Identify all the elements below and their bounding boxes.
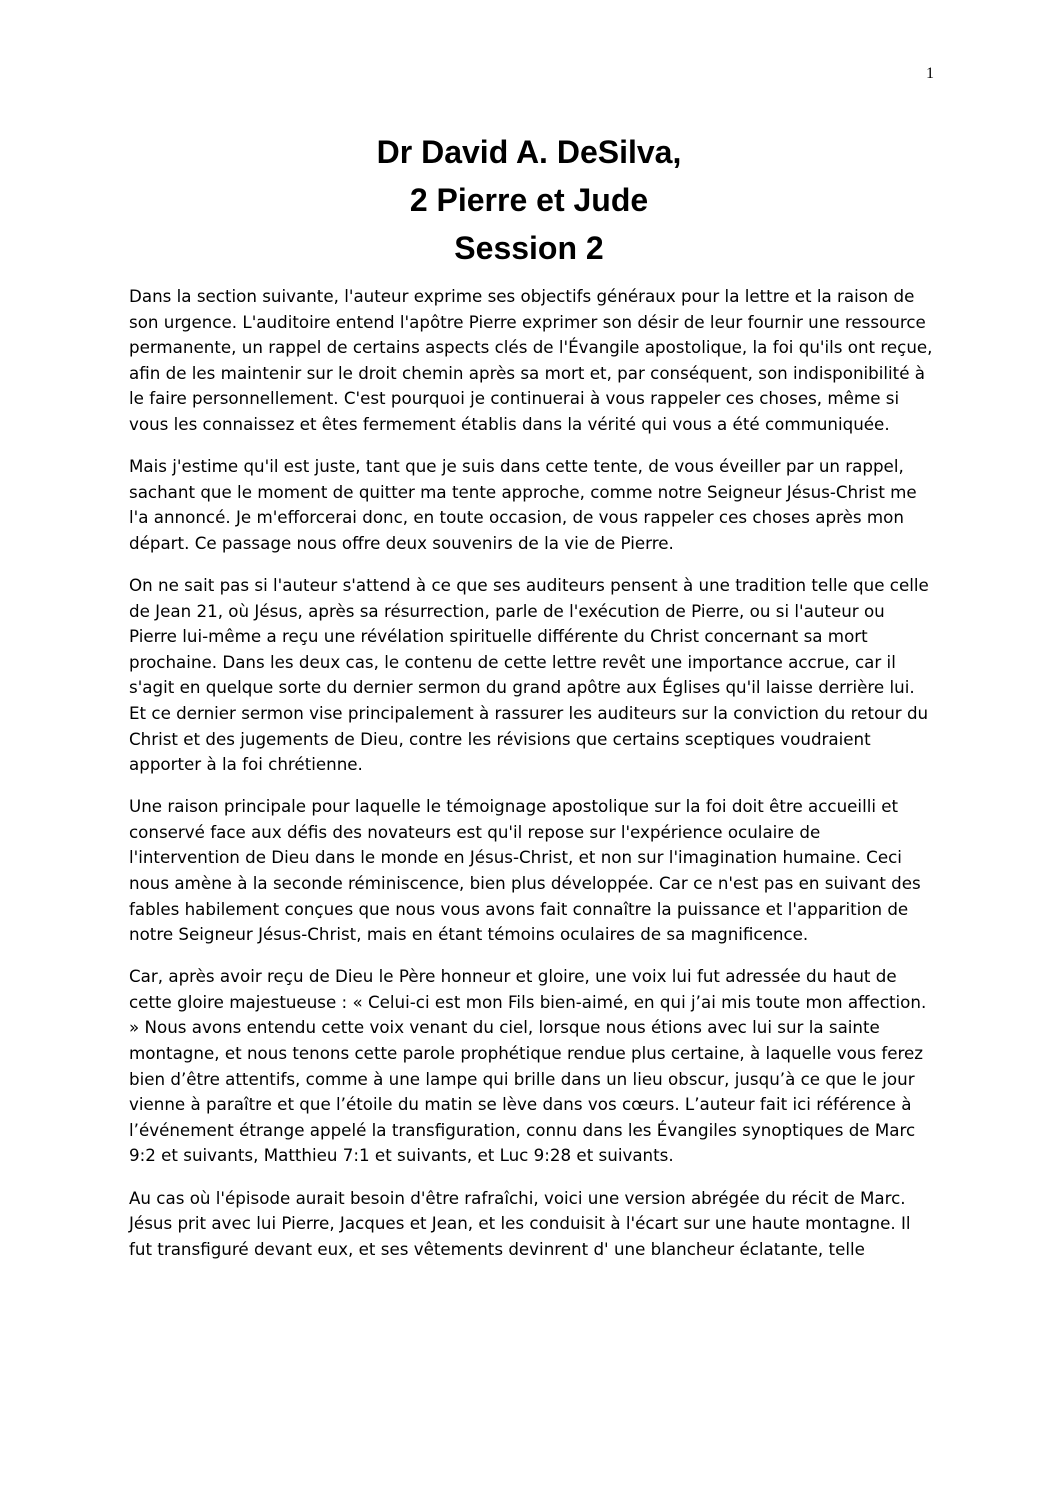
paragraph: On ne sait pas si l'auteur s'attend à ce que ses auditeurs pensent à une tradition telle que celle de Jean 21, où Jésus, après sa résurrection, parle de l'exécution de Pierre, ou si l'auteur ou Pierre lui-même a reçu une révélation spirituelle différente du Christ concernant sa mort prochaine. Dans les deux cas, le contenu de cette lettre revêt une importance accrue, car il s'agit en quelque sorte du dernier sermon du grand apôtre aux Églises qu'il laisse derrière lui. Et ce dernier sermon vise principalement à rassurer les auditeurs sur la conviction du retour du Christ et des jugements de Dieu, contre les révisions que certains sceptiques voudraient apporter à la foi chrétienne. [129, 574, 929, 775]
document-title [0, 128, 1058, 272]
paragraph: Mais j'estime qu'il est juste, tant que je suis dans cette tente, de vous éveiller par un rappel, sachant que le moment de quitter ma tente approche, comme notre Seigneur Jésus-Christ me l'a annoncé. Je m'efforcerai donc, en toute occasion, de vous rappeler ces choses après mon départ. Ce passage nous offre deux souvenirs de la vie de Pierre. [129, 456, 917, 553]
page-number: 1 [926, 65, 934, 82]
title-line-author: Dr David A. DeSilva, [376, 134, 682, 170]
paragraph: Une raison principale pour laquelle le témoignage apostolique sur la foi doit être accueilli et conservé face aux défis des novateurs est qu'il repose sur l'expérience oculaire de l'intervention de Dieu dans le monde en Jésus-Christ, et non sur l'imagination humaine. Ceci nous amène à la seconde réminiscence, bien plus développée. Car ce n'est pas en suivant des fables habilement conçues que nous vous avons fait connaître la puissance et l'apparition de notre Seigneur Jésus-Christ, mais en étant témoins oculaires de sa magnificence. [129, 796, 921, 945]
paragraph: Au cas où l'épisode aurait besoin d'être rafraîchi, voici une version abrégée du récit de Marc. Jésus prit avec lui Pierre, Jacques et Jean, et les conduisit à l'écart sur une haute montagne. Il fut transfiguré devant eux, et ses vêtements devinrent d' une blancheur éclatante, telle [129, 1187, 911, 1259]
paragraph: Dans la section suivante, l'auteur exprime ses objectifs généraux pour la lettre et la raison de son urgence. L'auditoire entend l'apôtre Pierre exprimer son désir de leur fournir une ressource permanente, un rappel de certains aspects clés de l'Évangile apostolique, la foi qu'ils ont reçue, afin de les maintenir sur le droit chemin après sa mort et, par conséquent, son indisponibilité à le faire personnellement. C'est pourquoi je continuerai à vous rappeler ces choses, même si vous les connaissez et êtes fermement établis dans la vérité qui vous a été communiquée. [129, 286, 933, 434]
title-line-subject: 2 Pierre et Jude [409, 182, 649, 218]
title-line-session: Session 2 [454, 230, 604, 266]
document-body [129, 284, 934, 1279]
paragraph: Car, après avoir reçu de Dieu le Père honneur et gloire, une voix lui fut adressée du haut de cette gloire majestueuse : « Celui-ci est mon Fils bien-aimé, en qui j’ai mis toute mon affection. » Nous avons entendu cette voix venant du ciel, lorsque nous étions avec lui sur la sainte montagne, et nous tenons cette parole prophétique rendue plus certaine, à laquelle vous ferez bien d’être attentifs, comme à une lampe qui brille dans un lieu obscur, jusqu’à ce que le jour vienne à paraître et que l’étoile du matin se lève dans vos cœurs. L’auteur fait ici référence à l’événement étrange appelé la transfiguration, connu dans les Évangiles synoptiques de Marc 9:2 et suivants, Matthieu 7:1 et suivants, et Luc 9:28 et suivants. [129, 966, 927, 1166]
